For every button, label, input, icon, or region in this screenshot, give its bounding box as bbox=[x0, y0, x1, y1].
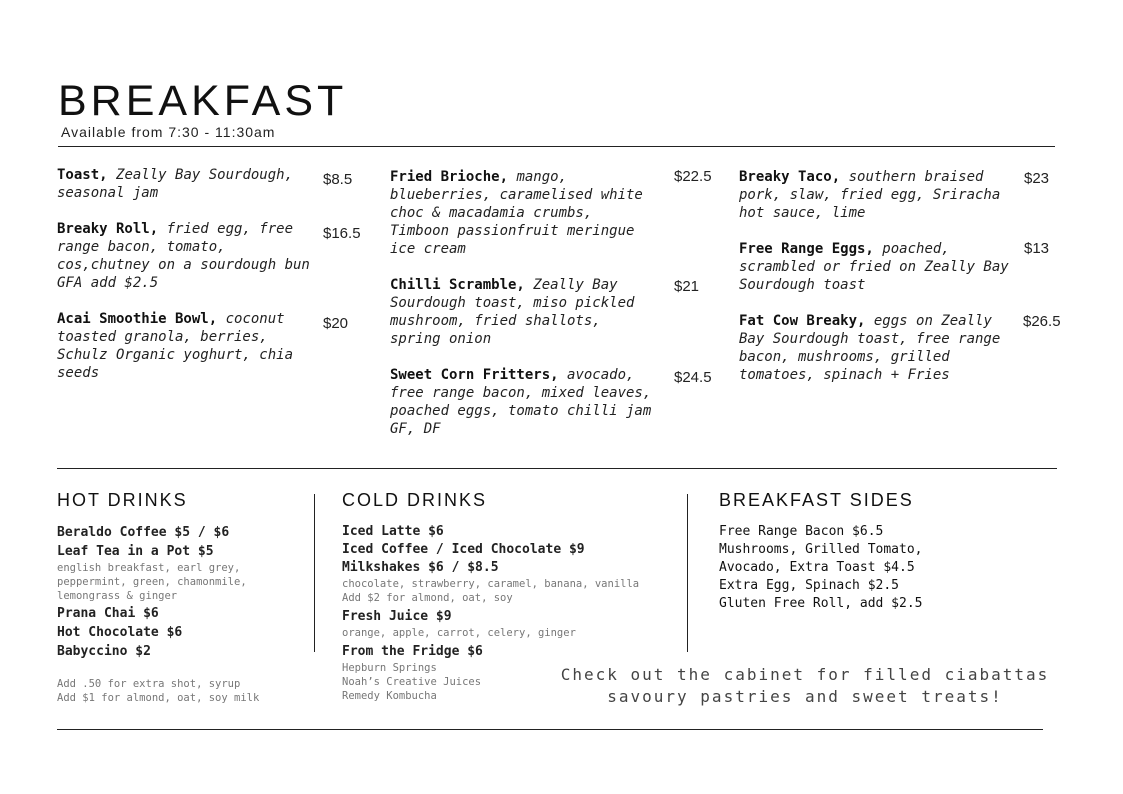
hot-drinks-list bbox=[57, 524, 305, 661]
drink-note: Noah’s Creative Juices bbox=[342, 676, 482, 688]
menu-item-sweet-corn-fritters bbox=[390, 366, 658, 438]
column-divider bbox=[314, 494, 315, 652]
menu-item-acai-bowl bbox=[57, 310, 312, 382]
menu-item-desc: Zeally Bay Sourdough, seasonal jam bbox=[57, 167, 294, 201]
page-title: BREAKFAST bbox=[58, 77, 348, 125]
menu-item-breaky-taco bbox=[739, 168, 1011, 222]
section-divider bbox=[57, 468, 1057, 469]
drink-note: english breakfast, earl grey, peppermint, green, chamonmile, lemongrass & ginger bbox=[57, 562, 247, 602]
side-item: Extra Egg, Spinach $2.5 bbox=[719, 578, 900, 593]
drink-item: Babyccino $2 bbox=[57, 644, 151, 659]
menu-item-desc: Zeally Bay Sourdough toast, miso pickled mushroom, fried shallots, spring onion bbox=[390, 277, 635, 347]
menu-item-name: Toast, bbox=[57, 167, 108, 183]
drink-note: orange, apple, carrot, celery, ginger bbox=[342, 627, 576, 639]
menu-item-breaky-roll bbox=[57, 220, 312, 292]
menu-item-name: Free Range Eggs, bbox=[739, 241, 874, 257]
footnote-alt-milk: Add $1 for almond, oat, soy milk bbox=[57, 692, 260, 704]
menu-item-name: Chilli Scramble, bbox=[390, 277, 525, 293]
menu-item-toast bbox=[57, 166, 312, 202]
drink-note: chocolate, strawberry, caramel, banana, vanilla bbox=[342, 578, 640, 590]
menu-item-chilli-scramble bbox=[390, 276, 658, 348]
menu-item-price: $13 bbox=[1024, 240, 1050, 257]
menu-item-price: $8.5 bbox=[323, 171, 353, 188]
drink-item: Iced Coffee / Iced Chocolate $9 bbox=[342, 542, 585, 557]
menu-item-price: $22.5 bbox=[674, 168, 712, 185]
menu-item-name: Fat Cow Breaky, bbox=[739, 313, 866, 329]
drink-item: Iced Latte $6 bbox=[342, 524, 444, 539]
cabinet-note bbox=[555, 664, 1055, 708]
menu-item-desc: southern braised pork, slaw, fried egg, Sriracha hot sauce, lime bbox=[739, 169, 1001, 221]
drink-item: Hot Chocolate $6 bbox=[57, 625, 183, 640]
menu-item-price: $26.5 bbox=[1023, 313, 1061, 330]
hot-drinks-heading: HOT DRINKS bbox=[57, 490, 188, 510]
column-divider bbox=[687, 494, 688, 652]
menu-item-name: Acai Smoothie Bowl, bbox=[57, 311, 218, 327]
drink-note: Hepburn Springs bbox=[342, 662, 437, 674]
menu-item-price: $21 bbox=[674, 278, 700, 295]
footer-divider bbox=[57, 729, 1043, 730]
side-item: Free Range Bacon $6.5 bbox=[719, 524, 884, 539]
menu-item-price: $24.5 bbox=[674, 369, 712, 386]
drink-item: Milkshakes $6 / $8.5 bbox=[342, 560, 499, 575]
menu-item-desc: mango, blueberries, caramelised white choc & macadamia crumbs, Timboon passionfruit meringue ice cream bbox=[390, 169, 643, 257]
footnote-extra-shot: Add .50 for extra shot, syrup bbox=[57, 678, 241, 690]
drink-item: Leaf Tea in a Pot $5 bbox=[57, 544, 214, 559]
menu-item-desc: eggs on Zeally Bay Sourdough toast, free range bacon, mushrooms, grilled tomatoes, spinach + Fries bbox=[739, 313, 1001, 383]
side-item: Mushrooms, Grilled Tomato, bbox=[719, 542, 923, 557]
menu-item-desc: poached, scrambled or fried on Zeally Bay Sourdough toast bbox=[739, 241, 1009, 293]
menu-item-name: Sweet Corn Fritters, bbox=[390, 367, 559, 383]
menu-item-fried-brioche bbox=[390, 168, 658, 258]
menu-item-desc: fried egg, free range bacon, tomato, cos,chutney on a sourdough bun GFA add $2.5 bbox=[57, 221, 310, 291]
menu-item-price: $20 bbox=[323, 315, 349, 332]
drink-note: Remedy Kombucha bbox=[342, 690, 437, 702]
side-item: Avocado, Extra Toast $4.5 bbox=[719, 560, 915, 575]
menu-item-desc: avocado, free range bacon, mixed leaves, poached eggs, tomato chilli jam GF, DF bbox=[390, 367, 652, 437]
side-item: Gluten Free Roll, add $2.5 bbox=[719, 596, 923, 611]
drink-item: From the Fridge $6 bbox=[342, 644, 483, 659]
menu-item-price: $16.5 bbox=[323, 225, 361, 242]
cabinet-line-1: Check out the cabinet for filled ciabattas bbox=[560, 665, 1050, 684]
cabinet-line-2: savoury pastries and sweet treats! bbox=[607, 687, 1003, 706]
menu-item-name: Breaky Taco, bbox=[739, 169, 841, 185]
cold-drinks-heading: COLD DRINKS bbox=[342, 490, 488, 510]
menu-item-free-range-eggs bbox=[739, 240, 1011, 294]
breakfast-sides-heading: BREAKFAST SIDES bbox=[719, 490, 914, 510]
menu-item-name: Breaky Roll, bbox=[57, 221, 159, 237]
menu-item-desc: coconut toasted granola, berries, Schulz Organic yoghurt, chia seeds bbox=[57, 311, 294, 381]
availability-subtitle: Available from 7:30 - 11:30am bbox=[61, 124, 276, 140]
drink-item: Prana Chai $6 bbox=[57, 606, 159, 621]
menu-item-fat-cow-breaky bbox=[739, 312, 1011, 384]
drink-item: Fresh Juice $9 bbox=[342, 609, 452, 624]
drink-item: Beraldo Coffee $5 / $6 bbox=[57, 525, 230, 540]
drink-note: Add $2 for almond, oat, soy bbox=[342, 592, 513, 604]
breakfast-sides-list bbox=[719, 523, 1049, 613]
menu-item-name: Fried Brioche, bbox=[390, 169, 509, 185]
header-divider bbox=[58, 146, 1055, 147]
menu-item-price: $23 bbox=[1024, 170, 1050, 187]
hot-drinks-footnotes bbox=[57, 677, 259, 705]
